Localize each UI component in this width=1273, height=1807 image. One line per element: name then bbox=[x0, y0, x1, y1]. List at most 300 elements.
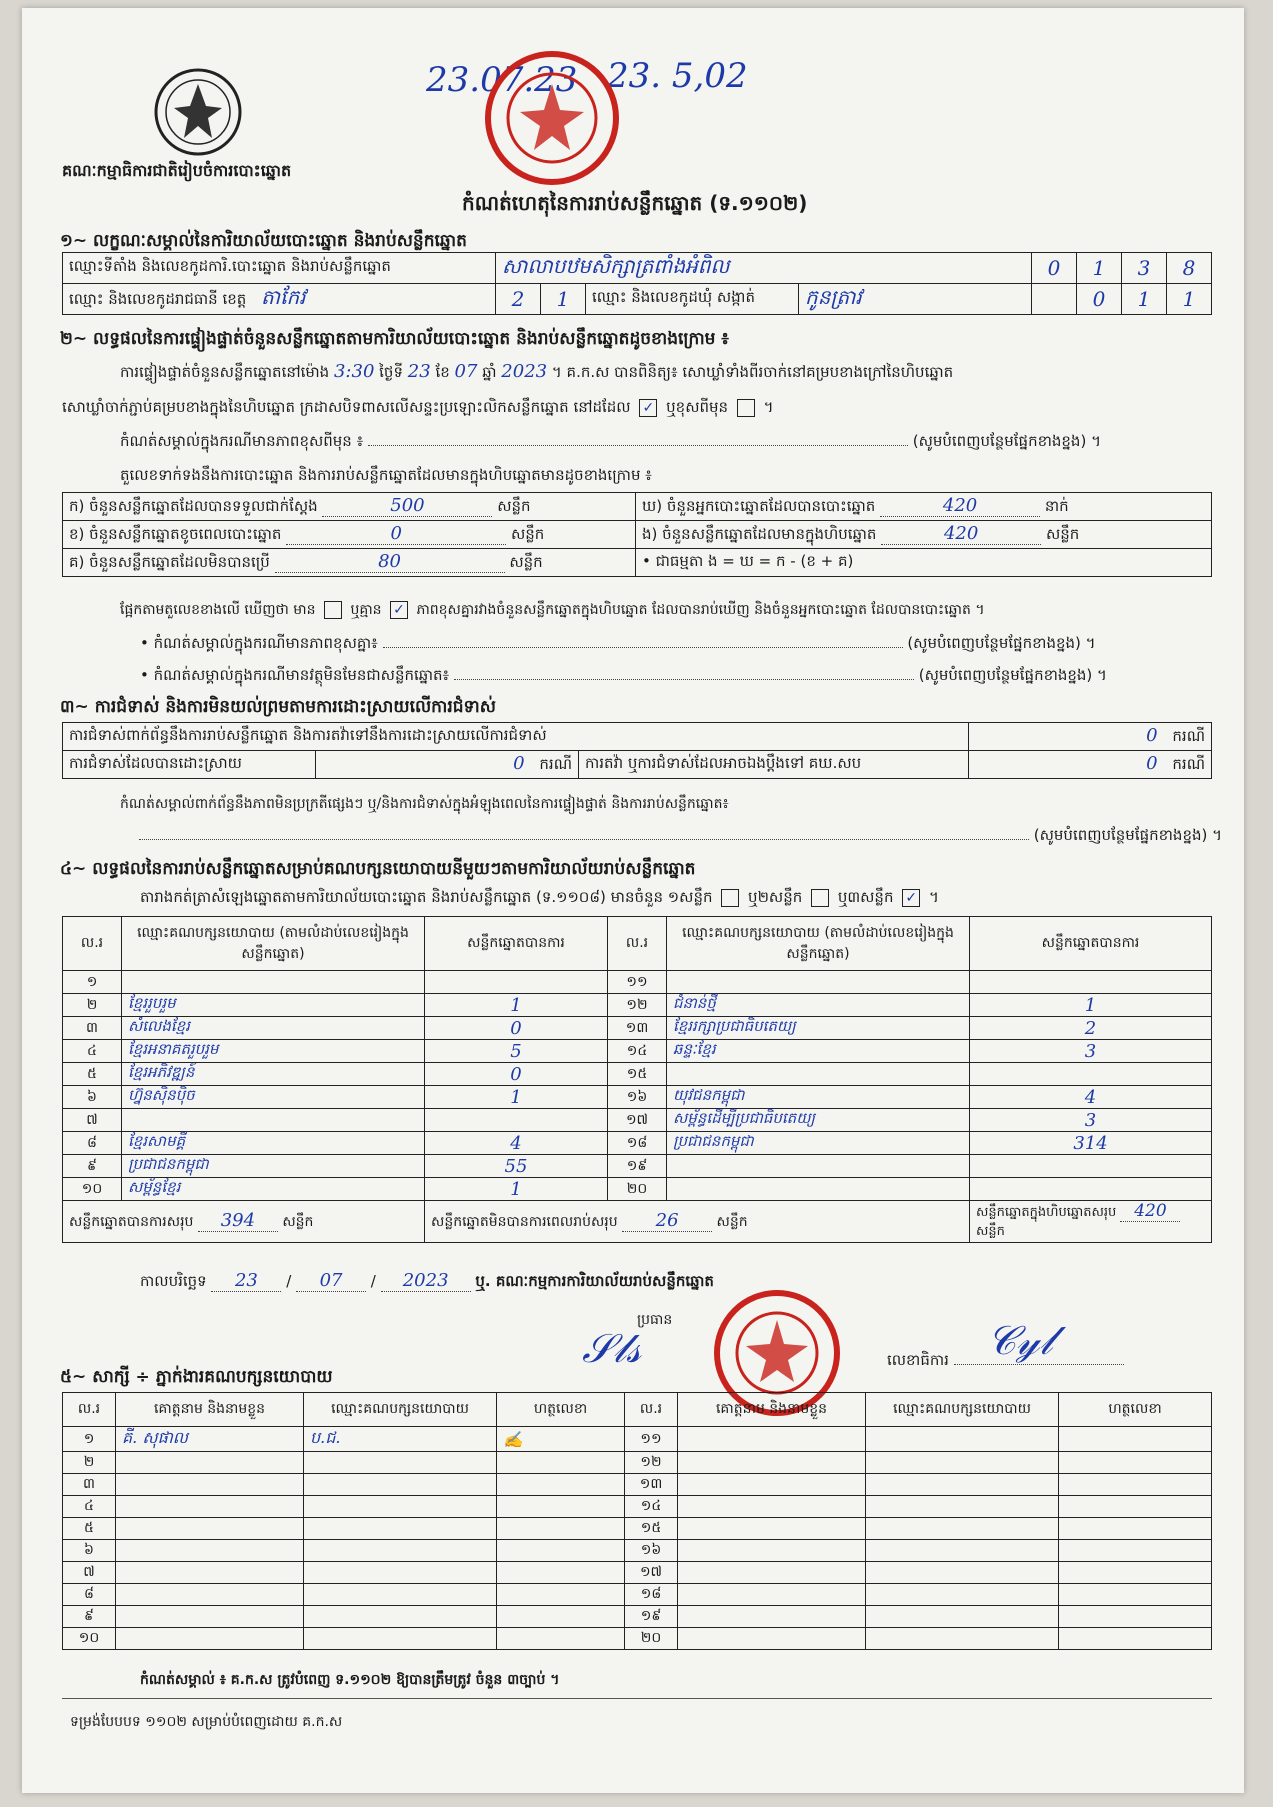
kh-label: ខ) ចំនួនសន្លឹកឆ្នោតខូចពេលបោះឆ្នោត bbox=[69, 524, 282, 543]
vote-count: 55 bbox=[425, 1155, 608, 1178]
unit: សន្លឹក bbox=[497, 496, 531, 515]
chair-label: ប្រធាន bbox=[637, 1312, 673, 1328]
col-party: ឈ្មោះគណបក្សនយោបាយ (តាមលំដាប់លេខរៀងក្នុងសន្លឹកឆ្នោត) bbox=[122, 917, 425, 971]
y-label: ឃ) ចំនួនអ្នកបោះឆ្នោតដែលបានបោះឆ្នោត bbox=[642, 496, 876, 515]
footnote: កំណត់សម្គាល់ ៖ គ.ក.ស ត្រូវបំពេញ ទ.១១០២ ឱ្យបានត្រឹមត្រូវ ចំនួន ៣ច្បាប់ ។ bbox=[140, 1672, 560, 1688]
witness-party bbox=[866, 1562, 1059, 1584]
verification-line-1 bbox=[120, 361, 1220, 385]
table-row bbox=[63, 1155, 1212, 1178]
objection-row-label: ការជំទាស់ពាក់ព័ន្ធនឹងការរាប់សន្លឹកឆ្នោត និងការតវ៉ាទៅនឹងការដោះស្រាយលើការជំទាស់ bbox=[63, 723, 969, 751]
witness-name bbox=[678, 1584, 866, 1606]
one-sheet-checkbox[interactable] bbox=[721, 889, 739, 907]
section-1-title: ១~ លក្ខណៈសម្គាល់នៃការិយាល័យបោះឆ្នោត និងរាប់សន្លឹកឆ្នោត bbox=[60, 231, 467, 251]
witness-signature bbox=[497, 1540, 625, 1562]
resolved-label: ការជំទាស់ដែលបានដោះស្រាយ bbox=[63, 751, 316, 779]
witness-party bbox=[304, 1474, 497, 1496]
discrepancy-line bbox=[120, 600, 1230, 621]
witness-signature bbox=[497, 1606, 625, 1628]
objection-table bbox=[62, 722, 1212, 779]
row-number: ៣ bbox=[63, 1474, 116, 1496]
witness-signature bbox=[497, 1584, 625, 1606]
party-name: ខ្មែរសាមគ្គី bbox=[122, 1132, 425, 1155]
witness-signature bbox=[1059, 1496, 1212, 1518]
station-code-digit: 3 bbox=[1122, 253, 1167, 284]
witness-signature bbox=[1059, 1540, 1212, 1562]
unit: នាក់ bbox=[1044, 496, 1069, 515]
vote-count: 3 bbox=[970, 1109, 1212, 1132]
witness-name bbox=[678, 1540, 866, 1562]
resolved-value bbox=[316, 751, 579, 779]
witness-signature bbox=[1059, 1474, 1212, 1496]
witness-name bbox=[678, 1496, 866, 1518]
blank-cell bbox=[1032, 284, 1077, 315]
party-rows bbox=[63, 971, 1212, 1201]
witness-party bbox=[866, 1452, 1059, 1474]
text: ឬ. គណៈកម្មការការិយាល័យរាប់សន្លឹកឆ្នោត bbox=[475, 1272, 714, 1290]
text: ថ្ងៃទី bbox=[379, 363, 403, 381]
row-number: ២ bbox=[63, 1452, 116, 1474]
row-number: ៩ bbox=[63, 1155, 122, 1178]
commune-code-digit: 1 bbox=[1167, 284, 1212, 315]
day-value: 23 bbox=[407, 361, 431, 382]
vote-count: 2 bbox=[970, 1017, 1212, 1040]
row-number: ១ bbox=[63, 1427, 116, 1452]
section-3-title: ៣~ ការជំទាស់ និងការមិនយល់ព្រមតាមការដោះស្រាយលើការជំទាស់ bbox=[60, 697, 496, 717]
unit: ករណី bbox=[539, 754, 572, 773]
table-row bbox=[63, 1132, 1212, 1155]
col-no: ល.រ bbox=[63, 917, 122, 971]
handwritten-time: 23. 5,02 bbox=[607, 56, 748, 96]
unit: សន្លឹក bbox=[509, 552, 543, 571]
witness-name bbox=[116, 1584, 304, 1606]
row-number: ១៦ bbox=[608, 1086, 667, 1109]
unit: សន្លឹក bbox=[976, 1224, 1005, 1239]
text: ការផ្ទៀងផ្ទាត់ចំនួនសន្លឹកឆ្នោតនៅម៉ោង bbox=[120, 363, 330, 381]
text: ឬ៣សន្លឹក bbox=[837, 888, 894, 906]
text: (សូមបំពេញបន្ថែមផ្នែកខាងខ្នង) ។ bbox=[907, 634, 1096, 652]
witness-party bbox=[866, 1474, 1059, 1496]
emblem-icon bbox=[152, 66, 244, 158]
note-different bbox=[120, 432, 1220, 454]
party-name bbox=[122, 971, 425, 994]
bottom-note: ទម្រង់បែបបទ ១១០២ សម្រាប់បំពេញដោយ គ.ក.ស bbox=[70, 1714, 343, 1730]
witness-signature bbox=[1059, 1584, 1212, 1606]
text: ។ គ.ក.ស បានពិនិត្យ៖ សោឃ្លាំទាំងពីរចាក់នៅគម្របខាងក្រៅនៃហិបឆ្នោត bbox=[551, 363, 954, 381]
witness-party bbox=[866, 1496, 1059, 1518]
unit: សន្លឹក bbox=[1045, 524, 1080, 543]
witness-party bbox=[304, 1540, 497, 1562]
text: កាលបរិច្ឆេទ bbox=[140, 1272, 207, 1290]
g-label: គ) ចំនួនសន្លឹកឆ្នោតដែលមិនបានប្រើ bbox=[69, 552, 270, 571]
vote-count bbox=[425, 971, 608, 994]
party-name bbox=[667, 1178, 970, 1201]
station-label: ឈ្មោះទីតាំង និងលេខកូដការិ.បោះឆ្នោត និងរាប់សន្លឹកឆ្នោត bbox=[63, 253, 496, 284]
text: (សូមបំពេញបន្ថែមផ្នែកខាងខ្នង) ។ bbox=[918, 666, 1107, 684]
party-name: យុវជនកម្ពុជា bbox=[667, 1086, 970, 1109]
unit: ករណី bbox=[1172, 754, 1205, 773]
vote-count: 0 bbox=[425, 1063, 608, 1086]
objection-row-value bbox=[969, 723, 1212, 751]
text: ភាពខុសគ្នារវាងចំនួនសន្លឹកឆ្នោតក្នុងហិបឆ្នោត ដែលបានរាប់ឃើញ និងចំនួនអ្នកបោះឆ្នោត ដែលបានបោះឆ្នោត ។ bbox=[416, 602, 985, 618]
commune-value: កូនត្រាវ bbox=[799, 284, 1032, 315]
dotted-line bbox=[454, 679, 914, 680]
witness-name bbox=[116, 1496, 304, 1518]
col-name: គោត្តនាម និងនាមខ្លួន bbox=[116, 1393, 304, 1427]
dotted-line bbox=[139, 839, 1029, 840]
note-discrepancy bbox=[140, 634, 1220, 656]
row-number: ៦ bbox=[63, 1086, 122, 1109]
table-row bbox=[63, 1584, 1212, 1606]
province-code-digit: 2 bbox=[496, 284, 541, 315]
two-sheets-checkbox[interactable] bbox=[811, 889, 829, 907]
table-row bbox=[63, 1017, 1212, 1040]
text: ផ្អែកតាមតួលេខខាងលើ ឃើញថា មាន bbox=[120, 602, 316, 618]
objection-count: 0 bbox=[1146, 724, 1158, 746]
text: តារាងកត់ត្រាសំឡេងឆ្នោតតាមការិយាល័យបោះឆ្នោត និងរាប់សន្លឹកឆ្នោត (ទ.១១០៨) មានចំនួន ១សន្លឹក bbox=[140, 888, 713, 906]
has-discrepancy-checkbox[interactable] bbox=[324, 601, 342, 619]
text: (សូមបំពេញបន្ថែមផ្នែកខាងខ្នង) ។ bbox=[912, 432, 1101, 450]
vote-count bbox=[425, 1109, 608, 1132]
party-name: សម្ព័ន្ធខ្មែរ bbox=[122, 1178, 425, 1201]
ng-label: ង) ចំនួនសន្លឹកឆ្នោតដែលមានក្នុងហិបឆ្នោត bbox=[642, 524, 877, 543]
date-year: 2023 bbox=[381, 1270, 471, 1292]
row-y bbox=[636, 493, 1212, 521]
chair-signature-icon: 𝒮𝓁𝓈 bbox=[582, 1326, 641, 1372]
table-row bbox=[63, 1040, 1212, 1063]
dotted-line bbox=[954, 1364, 1124, 1365]
station-code-digit: 8 bbox=[1167, 253, 1212, 284]
total-invalid-label: សន្លឹកឆ្នោតមិនបានការពេលរាប់សរុប bbox=[431, 1214, 618, 1230]
row-number: ១៧ bbox=[625, 1562, 678, 1584]
row-number: ២០ bbox=[608, 1178, 667, 1201]
province-code-digit: 1 bbox=[541, 284, 586, 315]
k-label: ក) ចំនួនសន្លឹកឆ្នោតដែលបានទទួលជាក់ស្ដែង bbox=[69, 496, 318, 515]
row-number: ១២ bbox=[608, 994, 667, 1017]
row-number: ៨ bbox=[63, 1584, 116, 1606]
row-kh bbox=[63, 521, 636, 549]
row-number: ១៥ bbox=[608, 1063, 667, 1086]
form-sheet bbox=[22, 8, 1244, 1793]
witness-signature bbox=[497, 1518, 625, 1540]
commission-name: គណៈកម្មាធិការជាតិរៀបចំការបោះឆ្នោត bbox=[62, 161, 292, 180]
kh-value: 0 bbox=[286, 523, 506, 545]
total-invalid-value: 26 bbox=[622, 1210, 712, 1232]
row-number: ១០ bbox=[63, 1178, 122, 1201]
station-table bbox=[62, 252, 1212, 315]
table-row bbox=[63, 1474, 1212, 1496]
witness-signature bbox=[1059, 1628, 1212, 1650]
date-month: 07 bbox=[296, 1270, 366, 1292]
witness-party: ប.ជ. bbox=[304, 1427, 497, 1452]
col-sign: ហត្ថលេខា bbox=[497, 1393, 625, 1427]
vote-count bbox=[970, 971, 1212, 994]
witness-name bbox=[678, 1452, 866, 1474]
note-foreign-object bbox=[140, 666, 1220, 688]
witness-party bbox=[866, 1628, 1059, 1650]
party-name: ឆន្ទៈខ្មែរ bbox=[667, 1040, 970, 1063]
row-number: ១៦ bbox=[625, 1540, 678, 1562]
witness-signature bbox=[497, 1474, 625, 1496]
row-number: ១៥ bbox=[625, 1518, 678, 1540]
party-name bbox=[122, 1109, 425, 1132]
section-5-title: ៥~ សាក្សី ÷ ភ្នាក់ងារគណបក្សនយោបាយ bbox=[60, 1367, 333, 1387]
appeal-count: 0 bbox=[1146, 752, 1158, 774]
vote-count: 4 bbox=[425, 1132, 608, 1155]
row-number: ១៣ bbox=[625, 1474, 678, 1496]
vote-count: 0 bbox=[425, 1017, 608, 1040]
station-value: សាលាបឋមសិក្សាត្រពាំងអំពិល bbox=[496, 253, 1032, 284]
witness-name bbox=[116, 1628, 304, 1650]
verification-line-2: សោឃ្លាំចាក់ភ្ជាប់គម្របខាងក្នុងនៃហិបឆ្នោត ក្រដាសបិទពាសលើសន្ទះប្រឡោះលិកសន្លឹកឆ្នោត នៅដដែល ✓ ឬខុសពីមុន ។ bbox=[62, 398, 774, 416]
row-number: ៤ bbox=[63, 1496, 116, 1518]
unit: ករណី bbox=[1172, 726, 1205, 745]
time-value: 3:30 bbox=[333, 361, 375, 382]
unit: សន្លឹក bbox=[282, 1214, 314, 1230]
row-ng bbox=[636, 521, 1212, 549]
party-name: ហ្វ៊ុនស៊ិនប៉ិច bbox=[122, 1086, 425, 1109]
party-name: ខ្មែររួបរួម bbox=[122, 994, 425, 1017]
party-name: ប្រជាជនកម្ពុជា bbox=[122, 1155, 425, 1178]
table-row bbox=[63, 1086, 1212, 1109]
text: • កំណត់សម្គាល់ក្នុងករណីមានវត្ថុមិនមែនជាសន្លឹកឆ្នោត៖ bbox=[140, 666, 450, 684]
witness-signature bbox=[1059, 1606, 1212, 1628]
table-row bbox=[63, 1427, 1212, 1452]
witness-signature bbox=[497, 1452, 625, 1474]
row-number: ១៨ bbox=[608, 1132, 667, 1155]
col-no: ល.រ bbox=[608, 917, 667, 971]
text: ឬ២សន្លឹក bbox=[748, 888, 803, 906]
party-name: ខ្មែររក្សាប្រជាធិបតេយ្យ bbox=[667, 1017, 970, 1040]
witness-party bbox=[304, 1496, 497, 1518]
secretary-signature-icon: 𝒞𝓎𝓁 bbox=[987, 1318, 1053, 1364]
unit: សន្លឹក bbox=[510, 524, 545, 543]
witness-name bbox=[678, 1518, 866, 1540]
row-number: ១០ bbox=[63, 1628, 116, 1650]
row-number: ១៤ bbox=[608, 1040, 667, 1063]
tally-sheets-line: តារាងកត់ត្រាសំឡេងឆ្នោតតាមការិយាល័យបោះឆ្នោត និងរាប់សន្លឹកឆ្នោត (ទ.១១០៨) មានចំនួន ១សន្លឹក ឬ២សន្លឹក ឬ៣សន្លឹក ✓ ។ bbox=[140, 888, 939, 906]
station-code-digit: 1 bbox=[1077, 253, 1122, 284]
bottom-divider bbox=[62, 1698, 1212, 1699]
table-row bbox=[63, 1628, 1212, 1650]
g-value: 80 bbox=[275, 551, 505, 573]
row-number: ៨ bbox=[63, 1132, 122, 1155]
row-number: ៣ bbox=[63, 1017, 122, 1040]
row-number: ១១ bbox=[608, 971, 667, 994]
witness-party bbox=[866, 1427, 1059, 1452]
witness-name bbox=[116, 1606, 304, 1628]
vote-count: 3 bbox=[970, 1040, 1212, 1063]
col-no: ល.រ bbox=[625, 1393, 678, 1427]
witness-name bbox=[116, 1474, 304, 1496]
vote-count: 1 bbox=[425, 1086, 608, 1109]
section-2-title: ២~ លទ្ធផលនៃការផ្ទៀងផ្ទាត់ចំនួនសន្លឹកឆ្នោតតាមការិយាល័យបោះឆ្នោត និងរាប់សន្លឹកឆ្នោតដូចខាងក្រោម ៖ bbox=[60, 329, 729, 349]
row-number: ១៣ bbox=[608, 1017, 667, 1040]
row-number: ១ bbox=[63, 971, 122, 994]
total-box-value: 420 bbox=[1120, 1201, 1180, 1222]
resolved-count: 0 bbox=[513, 752, 525, 774]
total-box-label: សន្លឹកឆ្នោតក្នុងហិបឆ្នោតសរុប bbox=[976, 1205, 1117, 1220]
text: ឆ្នាំ bbox=[482, 363, 497, 381]
province-value: តាកែវ bbox=[261, 285, 306, 309]
party-name: សំលេងខ្មែរ bbox=[122, 1017, 425, 1040]
text: កំណត់សម្គាល់ក្នុងករណីមានភាពខុសពីមុន ៖ bbox=[120, 432, 364, 450]
row-g bbox=[63, 549, 636, 577]
dotted-line bbox=[383, 647, 903, 648]
witness-signature bbox=[1059, 1518, 1212, 1540]
witness-party bbox=[304, 1606, 497, 1628]
witness-signature bbox=[1059, 1562, 1212, 1584]
vote-count: 5 bbox=[425, 1040, 608, 1063]
vote-count bbox=[970, 1178, 1212, 1201]
witness-name bbox=[116, 1452, 304, 1474]
text: • កំណត់សម្គាល់ក្នុងករណីមានភាពខុសគ្នា៖ bbox=[140, 634, 378, 652]
witness-party bbox=[304, 1562, 497, 1584]
table-row bbox=[63, 1496, 1212, 1518]
col-no: ល.រ bbox=[63, 1393, 116, 1427]
province-label-text: ឈ្មោះ និងលេខកូដរាជធានី ខេត្ត bbox=[69, 290, 247, 308]
official-stamp-icon bbox=[482, 48, 622, 188]
witness-signature bbox=[497, 1496, 625, 1518]
row-number: ១១ bbox=[625, 1427, 678, 1452]
total-box-cell bbox=[970, 1201, 1212, 1243]
party-name: ជំនាន់ថ្មី bbox=[667, 994, 970, 1017]
vote-count: 314 bbox=[970, 1132, 1212, 1155]
row-number: ៩ bbox=[63, 1606, 116, 1628]
handwritten-date: 23.07.23 bbox=[426, 60, 578, 100]
row-number: ១៧ bbox=[608, 1109, 667, 1132]
witness-signature bbox=[1059, 1452, 1212, 1474]
text: ឬគ្មាន bbox=[350, 602, 382, 618]
row-number: ៤ bbox=[63, 1040, 122, 1063]
witness-party bbox=[304, 1518, 497, 1540]
date-line: កាលបរិច្ឆេទ 23 / 07 / 2023 ឬ. គណៈកម្មការការិយាល័យរាប់សន្លឹកឆ្នោត bbox=[140, 1270, 714, 1291]
table-row bbox=[63, 1452, 1212, 1474]
party-name bbox=[667, 1155, 970, 1178]
table-row bbox=[63, 1606, 1212, 1628]
section-4-title: ៤~ លទ្ធផលនៃការរាប់សន្លឹកឆ្នោតសម្រាប់គណបក្សនយោបាយនីមួយៗតាមការិយាល័យរាប់សន្លឹកឆ្នោត bbox=[60, 859, 696, 879]
witness-name bbox=[678, 1628, 866, 1650]
col-name: គោត្តនាម និងនាមខ្លួន bbox=[678, 1393, 866, 1427]
row-number: ១៤ bbox=[625, 1496, 678, 1518]
no-discrepancy-checkbox[interactable]: ✓ bbox=[390, 601, 408, 619]
same-checkbox[interactable]: ✓ bbox=[639, 399, 657, 417]
total-valid-cell bbox=[63, 1201, 425, 1243]
text: ឬខុសពីមុន bbox=[666, 398, 729, 416]
row-number: ៦ bbox=[63, 1540, 116, 1562]
party-name bbox=[667, 1063, 970, 1086]
witness-party bbox=[304, 1584, 497, 1606]
row-number: ២ bbox=[63, 994, 122, 1017]
witness-party bbox=[304, 1452, 497, 1474]
table-row bbox=[63, 994, 1212, 1017]
witness-name bbox=[678, 1562, 866, 1584]
total-invalid-cell bbox=[425, 1201, 970, 1243]
col-party: ឈ្មោះគណបក្សនយោបាយ bbox=[304, 1393, 497, 1427]
col-party: ឈ្មោះគណបក្សនយោបាយ bbox=[866, 1393, 1059, 1427]
witness-name bbox=[678, 1474, 866, 1496]
formula: • ជាធម្មតា ង = ឃ = ក - (ខ + គ) bbox=[636, 549, 1212, 577]
witness-name bbox=[678, 1606, 866, 1628]
total-valid-label: សន្លឹកឆ្នោតបានការសរុប bbox=[69, 1214, 194, 1230]
witness-party bbox=[866, 1584, 1059, 1606]
witness-name bbox=[116, 1518, 304, 1540]
note-irregularities: កំណត់សម្គាល់ពាក់ព័ន្ធនឹងភាពមិនប្រក្រតីផ្សេងៗ ឬ/និងការជំទាស់ក្នុងអំឡុងពេលនៃការផ្ទៀងផ្ទាត់ និងការរាប់សន្លឹកឆ្នោត៖ bbox=[120, 796, 729, 812]
table-row bbox=[63, 1562, 1212, 1584]
text: លេខាធិការ bbox=[887, 1351, 949, 1369]
vote-count: 1 bbox=[425, 994, 608, 1017]
table-row bbox=[63, 971, 1212, 994]
k-value: 500 bbox=[322, 495, 492, 517]
table-row bbox=[63, 1178, 1212, 1201]
text: ខែ bbox=[435, 363, 450, 381]
different-checkbox[interactable] bbox=[737, 399, 755, 417]
station-code-digit: 0 bbox=[1032, 253, 1077, 284]
vote-count bbox=[970, 1155, 1212, 1178]
three-sheets-checkbox[interactable]: ✓ bbox=[902, 889, 920, 907]
month-value: 07 bbox=[454, 361, 478, 382]
col-party: ឈ្មោះគណបក្សនយោបាយ (តាមលំដាប់លេខរៀងក្នុងសន្លឹកឆ្នោត) bbox=[667, 917, 970, 971]
party-name: ខ្មែរអនាគតរួបរួម bbox=[122, 1040, 425, 1063]
vote-count: 4 bbox=[970, 1086, 1212, 1109]
form-title: កំណត់ហេតុនៃការរាប់សន្លឹកឆ្នោត (ទ.១១០២) bbox=[462, 191, 808, 215]
party-name: ខ្មែរអភិវឌ្ឍន៍ bbox=[122, 1063, 425, 1086]
witness-party bbox=[866, 1540, 1059, 1562]
row-k bbox=[63, 493, 636, 521]
row-number: ១៨ bbox=[625, 1584, 678, 1606]
dotted-line bbox=[368, 445, 908, 446]
col-sign: ហត្ថលេខា bbox=[1059, 1393, 1212, 1427]
vote-count: 1 bbox=[970, 994, 1212, 1017]
table-row bbox=[63, 1109, 1212, 1132]
witness-party bbox=[866, 1518, 1059, 1540]
text: សោឃ្លាំចាក់ភ្ជាប់គម្របខាងក្នុងនៃហិបឆ្នោត ក្រដាសបិទពាសលើសន្ទះប្រឡោះលិកសន្លឹកឆ្នោត នៅដដែល bbox=[62, 398, 631, 416]
party-name bbox=[667, 971, 970, 994]
date-day: 23 bbox=[211, 1270, 281, 1292]
note-irregularities-fill bbox=[62, 826, 1222, 848]
total-valid-value: 394 bbox=[198, 1210, 278, 1232]
ng-value: 420 bbox=[881, 523, 1041, 545]
vote-count bbox=[970, 1063, 1212, 1086]
col-votes: សន្លឹកឆ្នោតបានការ bbox=[970, 917, 1212, 971]
witness-name: គី. សុផាល bbox=[116, 1427, 304, 1452]
row-number: ៥ bbox=[63, 1518, 116, 1540]
unit: សន្លឹក bbox=[716, 1214, 748, 1230]
table-row bbox=[63, 1540, 1212, 1562]
province-label bbox=[63, 284, 496, 315]
witness-signature bbox=[497, 1562, 625, 1584]
figures-intro: តួលេខទាក់ទងនឹងការបោះឆ្នោត និងការរាប់សន្លឹកឆ្នោតដែលមានក្នុងហិបឆ្នោតមានដូចខាងក្រោម ៖ bbox=[120, 466, 652, 484]
witness-signature: ✍ bbox=[497, 1427, 625, 1452]
y-value: 420 bbox=[880, 495, 1040, 517]
row-number: ១២ bbox=[625, 1452, 678, 1474]
witness-name bbox=[116, 1562, 304, 1584]
row-number: ១៩ bbox=[608, 1155, 667, 1178]
witness-name bbox=[116, 1540, 304, 1562]
commune-code-digit: 0 bbox=[1077, 284, 1122, 315]
appeal-label: ការតវ៉ា ឬការជំទាស់ដែលអាចឯងប្ដឹងទៅ គឃ.សប bbox=[579, 751, 969, 779]
row-number: ៧ bbox=[63, 1562, 116, 1584]
witness-rows bbox=[63, 1427, 1212, 1650]
row-number: ៧ bbox=[63, 1109, 122, 1132]
vote-count: 1 bbox=[425, 1178, 608, 1201]
year-value: 2023 bbox=[501, 361, 548, 382]
party-name: សម្ព័ន្ធដើម្បីប្រជាធិបតេយ្យ bbox=[667, 1109, 970, 1132]
commune-label: ឈ្មោះ និងលេខកូដឃុំ សង្កាត់ bbox=[586, 284, 799, 315]
commune-code-digit: 1 bbox=[1122, 284, 1167, 315]
witness-name bbox=[678, 1427, 866, 1452]
witness-signature bbox=[1059, 1427, 1212, 1452]
witness-table bbox=[62, 1392, 1212, 1650]
